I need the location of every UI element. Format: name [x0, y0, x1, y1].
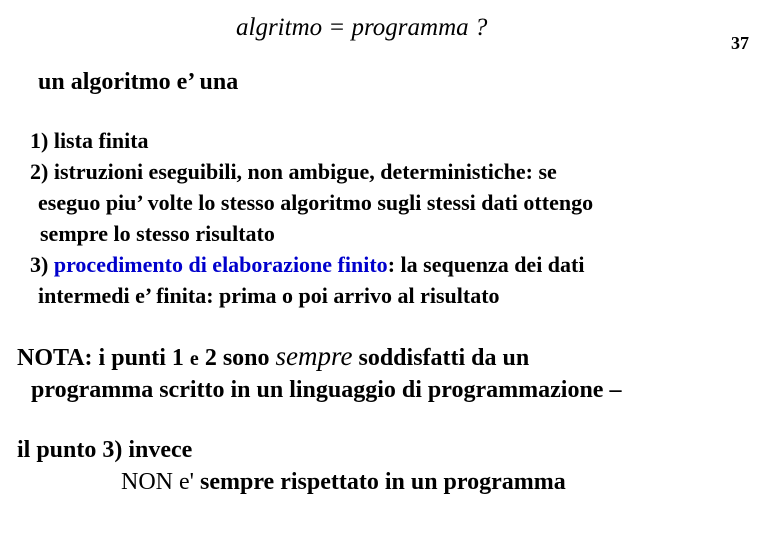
- list-item-3-prefix: 3): [30, 252, 54, 277]
- note-line-1: [17, 339, 621, 373]
- list-item-2-line-2: eseguo piu’ volte lo stesso algoritmo sugli stessi dati ottengo: [38, 190, 594, 215]
- list-item-3-line-2: intermedi e’ finita: prima o poi arrivo al risultato: [38, 283, 500, 308]
- point-3-line-2-rest: sempre rispettato in un programma: [193, 469, 566, 495]
- point-3-block: [17, 434, 566, 498]
- list-item-2-line-3: sempre lo stesso risultato: [40, 221, 275, 246]
- slide-title: algritmo = programma ?: [236, 14, 488, 41]
- list-item-3-highlight: procedimento di elaborazione finito: [53, 252, 388, 277]
- page-number: 37: [731, 33, 749, 53]
- note-part-2: e: [189, 348, 199, 370]
- list-item-3-line-1: [30, 249, 593, 280]
- list-item-1: 1) lista finita: [30, 128, 149, 153]
- note-part-1: NOTA: i punti 1: [17, 345, 190, 371]
- list-item-2-line-1: 2) istruzioni eseguibili, non ambigue, deterministiche: se: [30, 159, 557, 184]
- note-emphasis: sempre: [275, 341, 353, 371]
- note-part-3: 2 sono: [198, 345, 276, 371]
- intro-text: un algoritmo e’ una: [38, 69, 239, 95]
- point-3-line-2: [17, 466, 566, 498]
- point-3-line-1: il punto 3) invece: [17, 437, 193, 463]
- point-3-line-2-start: NON e': [121, 469, 194, 495]
- note-part-4: soddisfatti da un: [352, 345, 530, 371]
- list-item-3-rest: : la sequenza dei dati: [387, 252, 585, 277]
- definition-list: [30, 125, 593, 311]
- note-block: [17, 339, 621, 407]
- note-line-2: programma scritto in un linguaggio di programmazione –: [31, 377, 622, 403]
